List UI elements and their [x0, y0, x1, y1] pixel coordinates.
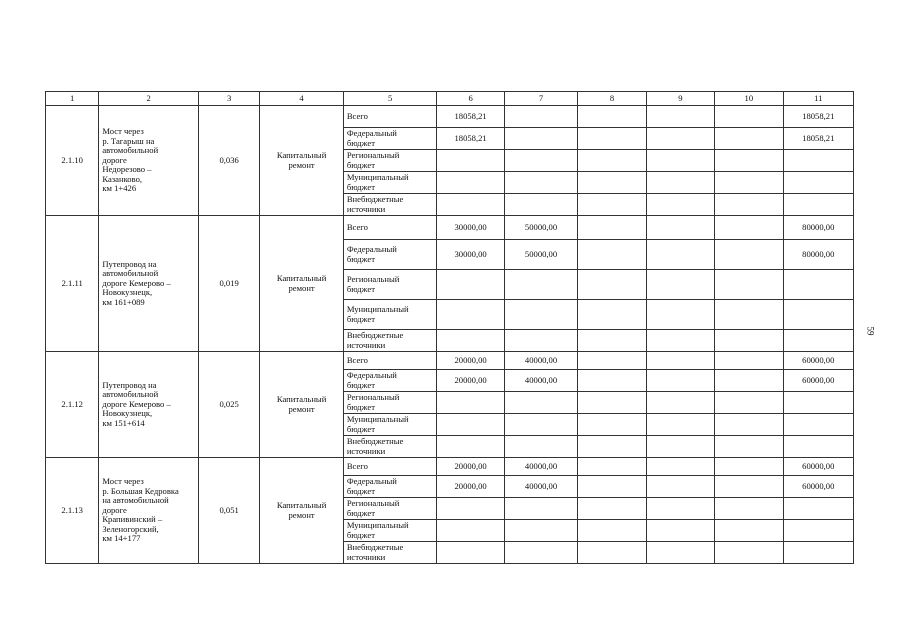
amount-cell-11: 60000,00	[783, 370, 853, 392]
cell-text-line: бюджет	[346, 485, 375, 496]
cell-text-line: Всего	[346, 221, 368, 232]
amount-cell-7: 50000,00	[504, 216, 577, 240]
funding-source-cell	[343, 330, 437, 352]
cell-text-line: Муниципальный	[346, 519, 409, 530]
amount-cell-9	[646, 476, 714, 498]
amount-cell-11	[783, 436, 853, 458]
amount-cell-6: 20000,00	[437, 370, 504, 392]
cell-text-line: Региональный	[346, 273, 400, 284]
cell-text-line: ремонт	[288, 159, 315, 170]
amount-cell-8	[578, 330, 646, 352]
column-number: 10	[715, 92, 783, 106]
cell-text-line: бюджет	[346, 313, 375, 324]
amount-cell-11: 80000,00	[783, 216, 853, 240]
amount-cell-7: 40000,00	[504, 370, 577, 392]
amount-cell-10	[715, 216, 783, 240]
amount-cell-10	[715, 458, 783, 476]
amount-cell-10	[715, 498, 783, 520]
work-type-cell	[260, 458, 344, 564]
cell-text-line: Муниципальный	[346, 303, 409, 314]
amount-cell-9	[646, 128, 714, 150]
object-name-cell	[99, 106, 199, 216]
column-number: 1	[46, 92, 99, 106]
funding-source-cell	[343, 520, 437, 542]
amount-cell-7	[504, 414, 577, 436]
amount-cell-9	[646, 414, 714, 436]
amount-cell-6: 20000,00	[437, 476, 504, 498]
table-row	[46, 106, 854, 128]
amount-cell-8	[578, 476, 646, 498]
amount-cell-6: 18058,21	[437, 128, 504, 150]
cell-text-line: ремонт	[288, 282, 315, 293]
funding-source-cell	[343, 414, 437, 436]
amount-cell-9	[646, 436, 714, 458]
object-name-cell	[99, 458, 199, 564]
column-number: 8	[578, 92, 646, 106]
cell-text-line: Всего	[346, 460, 368, 471]
amount-cell-7: 40000,00	[504, 458, 577, 476]
amount-cell-7	[504, 300, 577, 330]
amount-cell-8	[578, 392, 646, 414]
amount-cell-11	[783, 172, 853, 194]
amount-cell-7	[504, 194, 577, 216]
funding-source-cell	[343, 392, 437, 414]
table-row	[46, 352, 854, 370]
amount-cell-8	[578, 370, 646, 392]
amount-cell-6	[437, 414, 504, 436]
amount-cell-6: 18058,21	[437, 106, 504, 128]
page-number: 59	[865, 326, 876, 336]
cell-text-line: Внебюджетные	[346, 541, 404, 552]
amount-cell-6	[437, 542, 504, 564]
amount-cell-6	[437, 270, 504, 300]
amount-cell-6	[437, 436, 504, 458]
amount-cell-7	[504, 436, 577, 458]
amount-cell-10	[715, 542, 783, 564]
amount-cell-11: 80000,00	[783, 240, 853, 270]
cell-text-line: Региональный	[346, 149, 400, 160]
cell-text-line: Федеральный	[346, 369, 397, 380]
amount-cell-9	[646, 330, 714, 352]
amount-cell-11	[783, 520, 853, 542]
cell-text-line: источники	[346, 203, 386, 214]
amount-cell-9	[646, 194, 714, 216]
column-number: 9	[646, 92, 714, 106]
column-number: 11	[783, 92, 853, 106]
cell-text-line: на автомобильной	[102, 495, 169, 506]
amount-cell-9	[646, 216, 714, 240]
cell-text-line: бюджет	[346, 529, 375, 540]
cell-text-line: Новокузнецк,	[102, 287, 153, 298]
amount-cell-7	[504, 172, 577, 194]
cell-text-line: Муниципальный	[346, 413, 409, 424]
cell-text-line: Капитальный	[276, 393, 327, 404]
funding-source-cell	[343, 498, 437, 520]
amount-cell-7	[504, 106, 577, 128]
amount-cell-7	[504, 270, 577, 300]
amount-cell-10	[715, 476, 783, 498]
amount-cell-6	[437, 498, 504, 520]
funding-source-cell	[343, 150, 437, 172]
cell-text-line: автомобильной	[102, 389, 159, 400]
cell-text-line: бюджет	[346, 137, 375, 148]
amount-cell-11	[783, 150, 853, 172]
object-name-cell	[99, 216, 199, 352]
amount-cell-10	[715, 194, 783, 216]
funding-source-cell	[343, 458, 437, 476]
funding-source-cell	[343, 300, 437, 330]
amount-cell-7	[504, 392, 577, 414]
amount-cell-10	[715, 352, 783, 370]
cell-text-line: Федеральный	[346, 243, 397, 254]
amount-cell-11: 60000,00	[783, 476, 853, 498]
amount-cell-9	[646, 270, 714, 300]
amount-cell-9	[646, 458, 714, 476]
amount-cell-10	[715, 300, 783, 330]
amount-cell-6	[437, 150, 504, 172]
cell-text-line: бюджет	[346, 283, 375, 294]
column-number: 2	[99, 92, 199, 106]
amount-cell-8	[578, 498, 646, 520]
cell-text-line: бюджет	[346, 401, 375, 412]
amount-cell-6	[437, 392, 504, 414]
amount-cell-8	[578, 352, 646, 370]
funding-source-cell	[343, 436, 437, 458]
amount-cell-6	[437, 194, 504, 216]
cell-text-line: автомобильной	[102, 145, 159, 156]
cell-text-line: бюджет	[346, 181, 375, 192]
work-type-cell	[260, 216, 344, 352]
amount-cell-9	[646, 150, 714, 172]
amount-cell-7	[504, 330, 577, 352]
amount-cell-8	[578, 520, 646, 542]
cell-text-line: км 1+426	[102, 183, 137, 194]
cell-text-line: бюджет	[346, 423, 375, 434]
funding-source-cell	[343, 172, 437, 194]
item-code-cell: 2.1.12	[46, 352, 99, 458]
amount-cell-9	[646, 520, 714, 542]
coefficient-cell: 0,036	[198, 106, 259, 216]
cell-text-line: Всего	[346, 354, 368, 365]
amount-cell-6	[437, 172, 504, 194]
funding-source-cell	[343, 542, 437, 564]
cell-text-line: бюджет	[346, 253, 375, 264]
cell-text-line: бюджет	[346, 507, 375, 518]
funding-source-cell	[343, 194, 437, 216]
work-type-cell	[260, 106, 344, 216]
funding-source-cell	[343, 370, 437, 392]
coefficient-cell: 0,025	[198, 352, 259, 458]
amount-cell-9	[646, 542, 714, 564]
amount-cell-10	[715, 392, 783, 414]
amount-cell-7	[504, 520, 577, 542]
amount-cell-6	[437, 300, 504, 330]
amount-cell-8	[578, 128, 646, 150]
cell-text-line: источники	[346, 339, 386, 350]
cell-text-line: Казанково,	[102, 173, 143, 184]
amount-cell-10	[715, 270, 783, 300]
cell-text-line: Всего	[346, 110, 368, 121]
cell-text-line: Региональный	[346, 391, 400, 402]
funding-source-cell	[343, 476, 437, 498]
amount-cell-11	[783, 542, 853, 564]
amount-cell-11	[783, 392, 853, 414]
amount-cell-7: 50000,00	[504, 240, 577, 270]
cell-text-line: км 151+614	[102, 417, 145, 428]
funding-source-cell	[343, 352, 437, 370]
amount-cell-8	[578, 542, 646, 564]
cell-text-line: р. Тагарыш на	[102, 135, 155, 146]
cell-text-line: км 161+089	[102, 296, 145, 307]
amount-cell-11	[783, 194, 853, 216]
table-row	[46, 458, 854, 476]
amount-cell-8	[578, 150, 646, 172]
amount-cell-9	[646, 172, 714, 194]
cell-text-line: Капитальный	[276, 149, 327, 160]
cell-text-line: Внебюджетные	[346, 435, 404, 446]
column-number: 6	[437, 92, 504, 106]
amount-cell-7	[504, 128, 577, 150]
amount-cell-10	[715, 106, 783, 128]
cell-text-line: ремонт	[288, 509, 315, 520]
amount-cell-9	[646, 370, 714, 392]
amount-cell-8	[578, 414, 646, 436]
cell-text-line: источники	[346, 445, 386, 456]
item-code-cell: 2.1.11	[46, 216, 99, 352]
amount-cell-10	[715, 436, 783, 458]
amount-cell-6	[437, 330, 504, 352]
amount-cell-11: 60000,00	[783, 458, 853, 476]
coefficient-cell: 0,019	[198, 216, 259, 352]
cell-text-line: Новокузнецк,	[102, 408, 153, 419]
amount-cell-10	[715, 240, 783, 270]
cell-text-line: Мост через	[102, 475, 144, 486]
amount-cell-10	[715, 172, 783, 194]
amount-cell-11	[783, 330, 853, 352]
program-table	[45, 91, 854, 564]
cell-text-line: Федеральный	[346, 127, 397, 138]
amount-cell-9	[646, 106, 714, 128]
cell-text-line: автомобильной	[102, 268, 159, 279]
amount-cell-6: 30000,00	[437, 240, 504, 270]
coefficient-cell: 0,051	[198, 458, 259, 564]
funding-source-cell	[343, 128, 437, 150]
amount-cell-11	[783, 414, 853, 436]
cell-text-line: Внебюджетные	[346, 329, 404, 340]
cell-text-line: Путепровод на	[102, 379, 157, 390]
amount-cell-8	[578, 172, 646, 194]
table-row	[46, 216, 854, 240]
amount-cell-11	[783, 498, 853, 520]
cell-text-line: р. Большая Кедровка	[102, 485, 179, 496]
amount-cell-7	[504, 150, 577, 172]
amount-cell-6: 30000,00	[437, 216, 504, 240]
amount-cell-7: 40000,00	[504, 476, 577, 498]
amount-cell-9	[646, 392, 714, 414]
column-number-row	[46, 92, 854, 106]
cell-text-line: Путепровод на	[102, 258, 157, 269]
cell-text-line: бюджет	[346, 379, 375, 390]
cell-text-line: Недорезово –	[102, 164, 152, 175]
amount-cell-7: 40000,00	[504, 352, 577, 370]
column-number: 5	[343, 92, 437, 106]
column-number: 7	[504, 92, 577, 106]
cell-text-line: бюджет	[346, 159, 375, 170]
amount-cell-10	[715, 520, 783, 542]
amount-cell-9	[646, 240, 714, 270]
cell-text-line: Региональный	[346, 497, 400, 508]
cell-text-line: км 14+177	[102, 533, 141, 544]
cell-text-line: источники	[346, 551, 386, 562]
column-number: 4	[260, 92, 344, 106]
amount-cell-11	[783, 300, 853, 330]
cell-text-line: Капитальный	[276, 272, 327, 283]
cell-text-line: Зеленогорский,	[102, 523, 159, 534]
table-body	[46, 106, 854, 564]
amount-cell-9	[646, 300, 714, 330]
cell-text-line: дороге Кемерово –	[102, 277, 171, 288]
object-name-cell	[99, 352, 199, 458]
amount-cell-10	[715, 128, 783, 150]
amount-cell-9	[646, 498, 714, 520]
amount-cell-6	[437, 520, 504, 542]
funding-source-cell	[343, 106, 437, 128]
cell-text-line: дороге	[102, 154, 127, 165]
item-code-cell: 2.1.10	[46, 106, 99, 216]
amount-cell-7	[504, 542, 577, 564]
amount-cell-11: 18058,21	[783, 106, 853, 128]
amount-cell-8	[578, 458, 646, 476]
amount-cell-8	[578, 240, 646, 270]
funding-source-cell	[343, 270, 437, 300]
amount-cell-8	[578, 216, 646, 240]
amount-cell-8	[578, 106, 646, 128]
cell-text-line: дороге Кемерово –	[102, 398, 171, 409]
amount-cell-8	[578, 194, 646, 216]
amount-cell-9	[646, 352, 714, 370]
amount-cell-10	[715, 414, 783, 436]
funding-source-cell	[343, 240, 437, 270]
cell-text-line: Федеральный	[346, 475, 397, 486]
cell-text-line: Капитальный	[276, 499, 327, 510]
amount-cell-7	[504, 498, 577, 520]
work-type-cell	[260, 352, 344, 458]
amount-cell-11	[783, 270, 853, 300]
cell-text-line: Крапивинский –	[102, 514, 163, 525]
cell-text-line: Мост через	[102, 125, 144, 136]
amount-cell-8	[578, 270, 646, 300]
cell-text-line: дороге	[102, 504, 127, 515]
column-number: 3	[198, 92, 259, 106]
cell-text-line: Внебюджетные	[346, 193, 404, 204]
cell-text-line: ремонт	[288, 403, 315, 414]
funding-source-cell	[343, 216, 437, 240]
amount-cell-6: 20000,00	[437, 352, 504, 370]
amount-cell-10	[715, 370, 783, 392]
amount-cell-10	[715, 330, 783, 352]
cell-text-line: Муниципальный	[346, 171, 409, 182]
amount-cell-8	[578, 436, 646, 458]
item-code-cell: 2.1.13	[46, 458, 99, 564]
amount-cell-11: 60000,00	[783, 352, 853, 370]
amount-cell-6: 20000,00	[437, 458, 504, 476]
amount-cell-11: 18058,21	[783, 128, 853, 150]
amount-cell-8	[578, 300, 646, 330]
amount-cell-10	[715, 150, 783, 172]
